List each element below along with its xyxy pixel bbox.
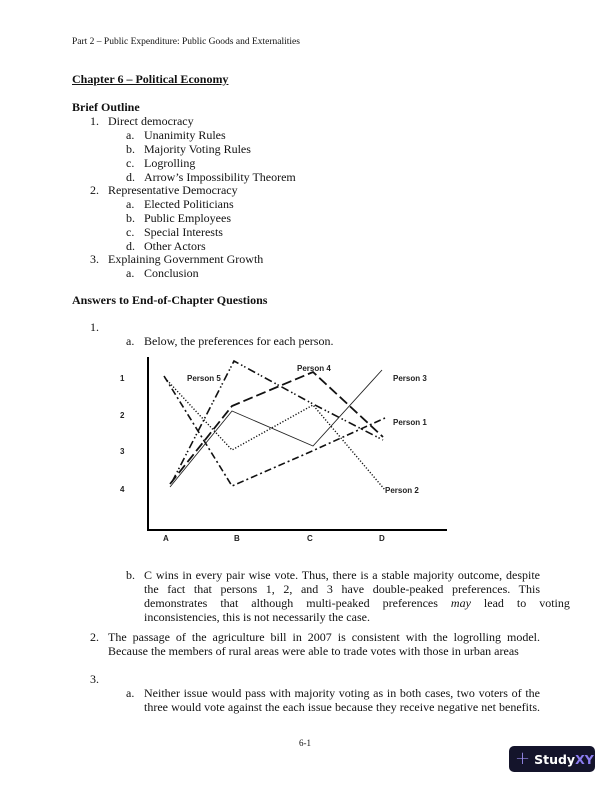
outline-sub-num: d.	[126, 170, 135, 184]
series-line-person-1	[164, 376, 385, 486]
outline-sub-item: Logrolling	[144, 156, 196, 170]
series-label-person-4: Person 4	[297, 364, 331, 373]
x-tick-label: D	[379, 534, 385, 543]
outline-item-representative-democracy: Representative Democracy	[108, 183, 238, 197]
outline-item-government-growth: Explaining Government Growth	[108, 252, 264, 266]
q3a-num: a.	[126, 686, 135, 700]
badge-brand-study: Study	[534, 751, 576, 767]
outline-sub-num: c.	[126, 156, 135, 170]
outline-sub-item: Arrow’s Impossibility Theorem	[144, 170, 296, 184]
x-tick-label: A	[163, 534, 169, 543]
text-line: Because the members of rural areas were able to trade votes with those in urban areas	[108, 644, 519, 658]
page-number: 6-1	[299, 738, 311, 748]
x-tick-label: C	[307, 534, 313, 543]
q2-text	[108, 630, 540, 658]
outline-num: 2.	[90, 183, 99, 197]
y-tick-label: 3	[120, 447, 125, 456]
outline-sub-num: b.	[126, 211, 135, 225]
outline-sub-item: Conclusion	[144, 266, 199, 280]
text-line: the fact that persons 1, 2, and 3 have double-peaked preferences. This	[144, 582, 540, 596]
y-tick-label: 4	[120, 485, 125, 494]
q1a-num: a.	[126, 334, 135, 348]
outline-sub-num: a.	[126, 266, 135, 280]
series-label-person-1: Person 1	[393, 418, 427, 427]
q1a-text: Below, the preferences for each person.	[144, 334, 334, 348]
outline-sub-item: Public Employees	[144, 211, 231, 225]
badge-brand-xy: XY	[575, 751, 594, 767]
outline-sub-item: Elected Politicians	[144, 197, 234, 211]
outline-item-direct-democracy: Direct democracy	[108, 114, 194, 128]
outline-sub-item: Special Interests	[144, 225, 223, 239]
running-head: Part 2 – Public Expenditure: Public Goods and Externalities	[72, 37, 300, 47]
emphasis-may: may	[450, 596, 471, 610]
question-1-num: 1.	[90, 320, 99, 334]
text-line: Neither issue would pass with majority voting as in both cases, two voters of the	[144, 686, 540, 700]
studyxy-badge[interactable]	[509, 746, 595, 772]
question-3-num: 3.	[90, 672, 99, 686]
outline-sub-num: d.	[126, 239, 135, 253]
text-line: C wins in every pair wise vote. Thus, there is a stable majority outcome, despite	[144, 568, 540, 582]
q3a-text	[144, 686, 540, 714]
series-line-person-2	[165, 378, 385, 490]
outline-num: 3.	[90, 252, 99, 266]
q1b-text	[144, 568, 570, 624]
text-segment: demonstrates that although multi-peaked preferences	[144, 596, 451, 610]
outline-heading: Brief Outline	[72, 100, 140, 114]
outline-sub-num: a.	[126, 197, 135, 211]
text-line: The passage of the agriculture bill in 2007 is consistent with the logrolling model.	[108, 630, 540, 644]
x-tick-label: B	[234, 534, 240, 543]
series-label-person-2: Person 2	[385, 486, 419, 495]
q1b-num: b.	[126, 568, 135, 582]
text-line: inconsistencies, this is not necessarily the case.	[144, 610, 370, 624]
y-tick-label: 1	[120, 374, 125, 383]
outline-num: 1.	[90, 114, 99, 128]
outline-sub-item: Other Actors	[144, 239, 206, 253]
text-line	[144, 596, 570, 610]
series-label-person-5: Person 5	[187, 374, 221, 383]
text-segment: lead to voting	[470, 596, 570, 610]
outline-sub-num: c.	[126, 225, 135, 239]
plus-icon: +	[515, 748, 531, 769]
series-label-person-3: Person 3	[393, 374, 427, 383]
outline-sub-item: Unanimity Rules	[144, 128, 226, 142]
outline-sub-num: a.	[126, 128, 135, 142]
outline-sub-num: b.	[126, 142, 135, 156]
question-2-num: 2.	[90, 630, 99, 644]
answers-heading: Answers to End-of-Chapter Questions	[72, 293, 268, 307]
text-line: three would vote against the each issue because they receive negative net benefits.	[144, 700, 540, 714]
y-tick-label: 2	[120, 411, 125, 420]
series-line-person-4	[170, 372, 383, 484]
chapter-title: Chapter 6 – Political Economy	[72, 72, 229, 86]
outline-sub-item: Majority Voting Rules	[144, 142, 251, 156]
